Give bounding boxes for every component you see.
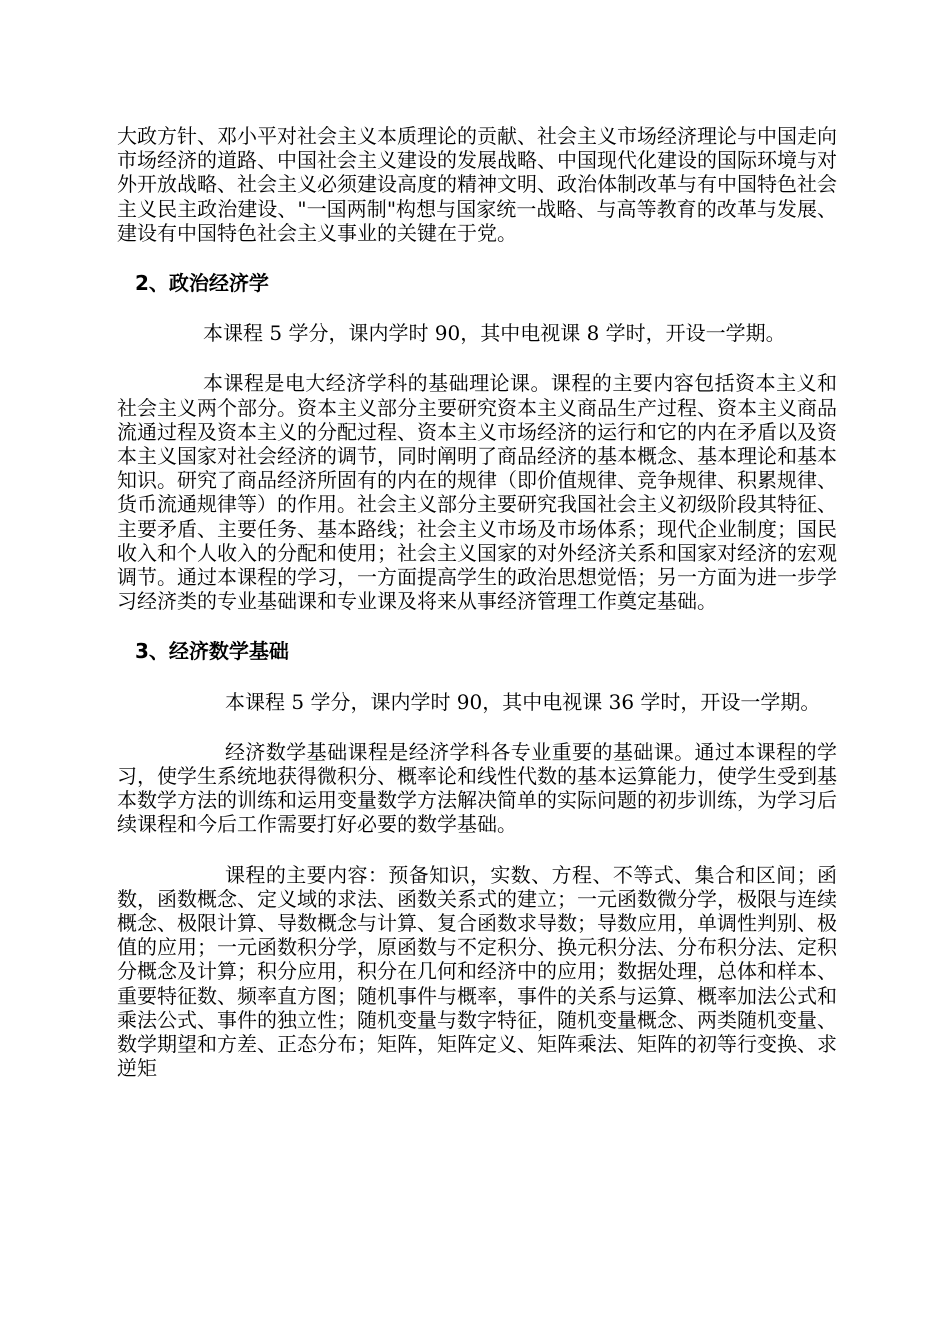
course-content-paragraph: 课程的主要内容：预备知识，实数、方程、不等式、集合和区间；函数，函数概念、定义域的求法、函数关系式的建立；一元函数微分学，极限与连续概念、极限计算、导数概念与计算、复合函数求导数；导数应用，单调性判别、极值的应用；一元函数积分学，原函数与不定积分、换元积分法、分布积分法、定积分概念及计算；积分应用，积分在几何和经济中的应用；数据处理，总体和样本、重要特征数、频率直方图；随机事件与概率，事件的关系与运算、概率加法公式和乘法公式、事件的独立性；随机变量与数字特征，随机变量概念、两类随机变量、数学期望和方差、正态分布；矩阵，矩阵定义、矩阵乘法、矩阵的初等行变换、求逆矩 <box>117 862 837 1081</box>
course-credits-paragraph: 本课程 5 学分，课内学时 90，其中电视课 36 学时，开设一学期。 <box>225 689 821 714</box>
intro-paragraph: 大政方针、邓小平对社会主义本质理论的贡献、社会主义市场经济理论与中国走向市场经济的道路、中国社会主义建设的发展战略、中国现代化建设的国际环境与对外开放战略、社会主义必须建设高度的精神文明、政治体制改革与有中国特色社会主义民主政治建设、"一国两制"构想与国家统一战略、与高等教育的改革与发展、建设有中国特色社会主义事业的关键在于党。 <box>117 124 837 245</box>
course-credits-paragraph: 本课程 5 学分，课内学时 90，其中电视课 8 学时，开设一学期。 <box>203 321 786 346</box>
course-description-paragraph: 经济数学基础课程是经济学科各专业重要的基础课。通过本课程的学习，使学生系统地获得微积分、概率论和线性代数的基本运算能力，使学生受到基本数学方法的训练和运用变量数学方法解决简单的实际问题的初步训练，为学习后续课程和今后工作需要打好必要的数学基础。 <box>117 739 837 837</box>
document-page <box>117 124 837 1081</box>
section-heading-political-economics: 2、政治经济学 <box>135 271 269 296</box>
course-description-paragraph: 本课程是电大经济学科的基础理论课。课程的主要内容包括资本主义和社会主义两个部分。资本主义部分主要研究资本主义商品生产过程、资本主义商品流通过程及资本主义的分配过程、资本主义市场经济的运行和它的内在矛盾以及资本主义国家对社会经济的调节，同时阐明了商品经济的基本概念、基本理论和基本知识。研究了商品经济所固有的内在的规律（即价值规律、竞争规律、积累规律、货币流通规律等）的作用。社会主义部分主要研究我国社会主义初级阶段其特征、主要矛盾、主要任务、基本路线；社会主义市场及市场体系；现代企业制度；国民收入和个人收入的分配和使用；社会主义国家的对外经济关系和国家对经济的宏观调节。通过本课程的学习，一方面提高学生的政治思想觉悟；另一方面为进一步学习经济类的专业基础课和专业课及将来从事经济管理工作奠定基础。 <box>117 371 837 614</box>
section-heading-economic-math: 3、经济数学基础 <box>135 639 289 664</box>
